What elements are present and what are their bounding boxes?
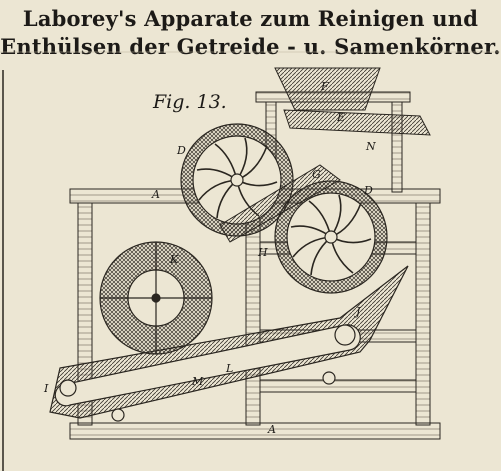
part-label-J: J [356,305,361,318]
part-label-I: I [44,382,49,395]
part-label-A1: A [152,188,160,201]
part-label-A2: A [268,423,276,436]
part-label-D1: D [177,144,186,157]
part-label-M: M [192,375,204,388]
part-label-G: G [312,168,321,181]
part-label-H: H [258,246,268,259]
figure-label: Fig. 13. [153,91,227,113]
part-label-E: E [337,111,346,124]
part-label-N: N [366,140,376,153]
plate-title-line-2: Enthülsen der Getreide - u. Samenkörner. [0,34,501,59]
part-label-D2: D [364,184,373,197]
hulling-disc [100,242,212,354]
part-label-K: K [170,253,179,266]
plate-title-line-1: Laborey's Apparate zum Reinigen und [22,6,479,31]
part-label-F: F [321,80,329,93]
part-label-L: L [226,362,234,375]
